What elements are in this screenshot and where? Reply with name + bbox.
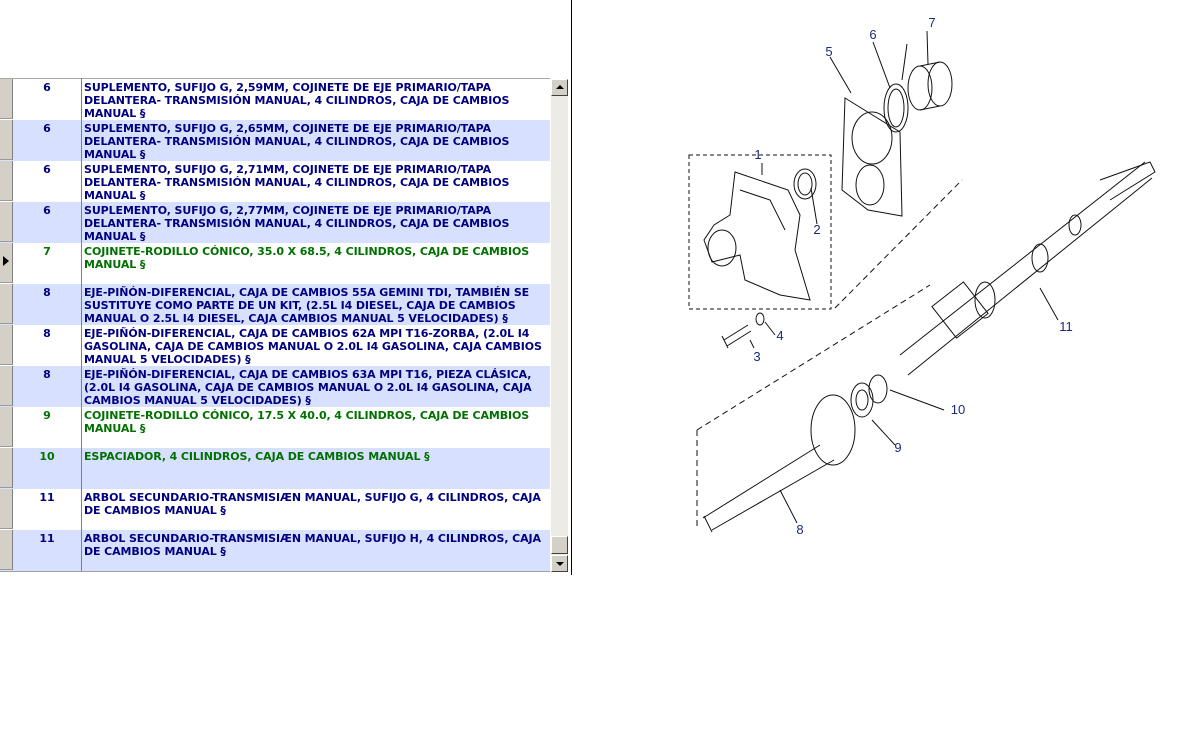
row-selector[interactable]	[0, 79, 13, 119]
scrollbar-thumb[interactable]	[551, 536, 568, 554]
front-cover-part[interactable]	[704, 172, 810, 300]
row-selector[interactable]	[0, 325, 13, 365]
table-row[interactable]	[0, 161, 550, 202]
callout-label: 4	[776, 328, 784, 343]
callout-label: 10	[950, 402, 966, 417]
callout-label: 2	[813, 222, 821, 237]
table-row[interactable]	[0, 284, 550, 325]
part-description: EJE-PIÑÓN-DIFERENCIAL, CAJA DE CAMBIOS 62A MPI T16-ZORBA, (2.0L I4 GASOLINA, CAJA DE CAMBIOS MANUAL O 2.0L I4 GASOLINA, CAJA CAMBIOS MANUAL 5 VELOCIDADES) §	[84, 327, 542, 366]
table-row[interactable]	[0, 243, 550, 284]
part-ref-number: 10	[39, 450, 55, 463]
current-row-arrow-icon	[3, 256, 9, 266]
part-description: COJINETE-RODILLO CÓNICO, 17.5 X 40.0, 4 CILINDROS, CAJA DE CAMBIOS MANUAL §	[84, 409, 530, 435]
part-ref-number: 8	[43, 368, 51, 381]
table-bottom-edge	[0, 571, 550, 575]
table-row[interactable]	[0, 530, 550, 571]
arrow-up-icon	[556, 85, 564, 89]
row-selector[interactable]	[0, 530, 13, 570]
table-row[interactable]	[0, 325, 550, 366]
arrow-down-icon	[556, 562, 564, 566]
callout-label: 3	[753, 349, 761, 364]
part-description: ESPACIADOR, 4 CILINDROS, CAJA DE CAMBIOS MANUAL §	[84, 450, 430, 463]
parts-list-panel	[0, 0, 572, 575]
row-selector[interactable]	[0, 284, 13, 324]
row-selector[interactable]	[0, 407, 13, 447]
row-selector[interactable]	[0, 243, 13, 283]
callout-label: 8	[796, 522, 804, 537]
row-selector[interactable]	[0, 366, 13, 406]
part-description: EJE-PIÑÓN-DIFERENCIAL, CAJA DE CAMBIOS 63A MPI T16, PIEZA CLÁSICA, (2.0L I4 GASOLINA, CAJA DE CAMBIOS MANUAL O 2.0L I4 GASOLINA, CAJA CAMBIOS MANUAL 5 VELOCIDADES) §	[84, 368, 532, 407]
part-ref-number: 8	[43, 286, 51, 299]
callout-label: 6	[869, 27, 877, 42]
part-description: EJE-PIÑÓN-DIFERENCIAL, CAJA DE CAMBIOS 55A GEMINI TDI, TAMBIÉN SE SUSTITUYE COMO PARTE DE UN KIT, (2.5L I4 DIESEL, CAJA DE CAMBIOS MANUAL O 2.5L I4 DIESEL, CAJA CAMBIOS MANUAL 5 VELOCIDADES) §	[84, 286, 530, 325]
part-description: SUPLEMENTO, SUFIJO G, 2,65MM, COJINETE DE EJE PRIMARIO/TAPA DELANTERA- TRANSMISIÓN MANUAL, 4 CILINDROS, CAJA DE CAMBIOS MANUAL §	[84, 122, 510, 161]
part-ref-number: 6	[43, 163, 51, 176]
callout-label: 1	[754, 147, 762, 162]
part-description: SUPLEMENTO, SUFIJO G, 2,77MM, COJINETE DE EJE PRIMARIO/TAPA DELANTERA- TRANSMISIÓN MANUAL, 4 CILINDROS, CAJA DE CAMBIOS MANUAL §	[84, 204, 510, 243]
housing-outline	[697, 180, 962, 528]
scroll-down-button[interactable]	[551, 555, 568, 572]
spacer-part[interactable]	[869, 375, 887, 403]
part-description: COJINETE-RODILLO CÓNICO, 35.0 X 68.5, 4 CILINDROS, CAJA DE CAMBIOS MANUAL §	[84, 245, 530, 271]
table-row[interactable]	[0, 202, 550, 243]
parts-table[interactable]	[0, 78, 550, 571]
row-selector[interactable]	[0, 120, 13, 160]
exploded-parts-diagram	[670, 0, 1188, 600]
part-description: SUPLEMENTO, SUFIJO G, 2,59MM, COJINETE DE EJE PRIMARIO/TAPA DELANTERA- TRANSMISIÓN MANUAL, 4 CILINDROS, CAJA DE CAMBIOS MANUAL §	[84, 81, 510, 120]
callout-label: 5	[825, 44, 833, 59]
row-selector[interactable]	[0, 202, 13, 242]
secondary-shaft-part[interactable]	[900, 162, 1155, 375]
row-selector[interactable]	[0, 448, 13, 488]
vertical-scrollbar[interactable]	[551, 79, 568, 572]
part-description: ARBOL SECUNDARIO-TRANSMISIÆN MANUAL, SUFIJO H, 4 CILINDROS, CAJA DE CAMBIOS MANUAL §	[84, 532, 541, 558]
part-ref-number: 8	[43, 327, 51, 340]
table-row[interactable]	[0, 79, 550, 120]
pinion-shaft-part[interactable]	[703, 395, 855, 532]
callout-label: 7	[928, 15, 936, 30]
part-ref-number: 11	[39, 491, 55, 504]
table-row[interactable]	[0, 448, 550, 489]
part-description: SUPLEMENTO, SUFIJO G, 2,71MM, COJINETE DE EJE PRIMARIO/TAPA DELANTERA- TRANSMISIÓN MANUAL, 4 CILINDROS, CAJA DE CAMBIOS MANUAL §	[84, 163, 510, 202]
part-ref-number: 9	[43, 409, 51, 422]
part-ref-number: 6	[43, 81, 51, 94]
part-ref-number: 6	[43, 204, 51, 217]
table-row[interactable]	[0, 120, 550, 161]
callout-label: 9	[894, 440, 902, 455]
callout-label: 11	[1059, 319, 1073, 334]
part-ref-number: 7	[43, 245, 51, 258]
table-row[interactable]	[0, 489, 550, 530]
row-selector[interactable]	[0, 489, 13, 529]
gasket-part[interactable]	[842, 98, 902, 216]
primary-bearing-part[interactable]	[908, 62, 952, 110]
small-bearing-part[interactable]	[851, 383, 873, 417]
part-ref-number: 11	[39, 532, 55, 545]
part-description: ARBOL SECUNDARIO-TRANSMISIÆN MANUAL, SUFIJO G, 4 CILINDROS, CAJA DE CAMBIOS MANUAL §	[84, 491, 541, 517]
part-ref-number: 6	[43, 122, 51, 135]
row-selector[interactable]	[0, 161, 13, 201]
bolt-part[interactable]	[722, 325, 751, 348]
scroll-up-button[interactable]	[551, 79, 568, 96]
table-row[interactable]	[0, 407, 550, 448]
column-divider	[81, 78, 82, 573]
table-row[interactable]	[0, 366, 550, 407]
washer-part[interactable]	[756, 313, 764, 325]
